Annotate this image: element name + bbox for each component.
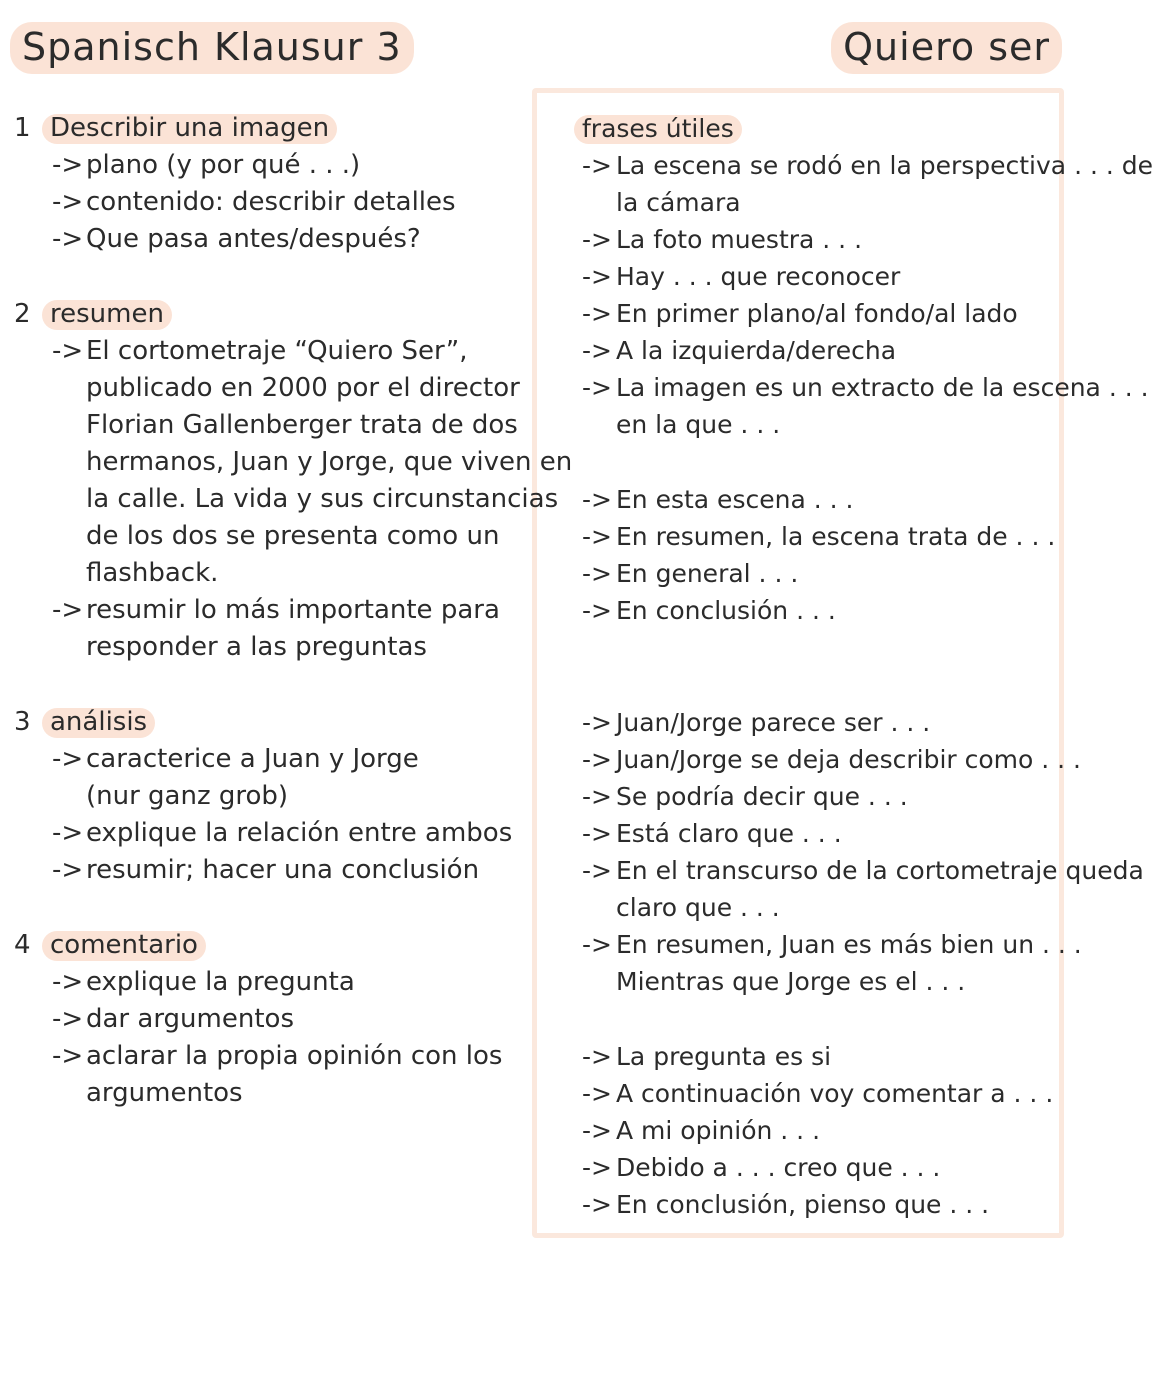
right-column bbox=[540, 0, 1153, 1394]
arrow-icon: -> bbox=[582, 262, 612, 291]
arrow-icon: -> bbox=[582, 299, 612, 328]
arrow-icon: -> bbox=[582, 1042, 612, 1071]
list-item: (nur ganz grob) bbox=[86, 781, 289, 811]
list-item: argumentos bbox=[86, 1078, 243, 1108]
arrow-icon: -> bbox=[52, 818, 84, 848]
phrase-item: A mi opinión . . . bbox=[616, 1116, 821, 1145]
list-item: publicado en 2000 por el director bbox=[86, 373, 520, 403]
phrase-item: En conclusión . . . bbox=[616, 596, 836, 625]
arrow-icon: -> bbox=[52, 150, 84, 180]
arrow-icon: -> bbox=[52, 187, 84, 217]
arrow-icon: -> bbox=[52, 744, 84, 774]
section-number: 4 bbox=[14, 930, 31, 960]
list-item: explique la relación entre ambos bbox=[86, 818, 513, 848]
list-item: Florian Gallenberger trata de dos bbox=[86, 410, 518, 440]
phrase-item: En resumen, Juan es más bien un . . . bbox=[616, 930, 1082, 959]
section-heading: resumen bbox=[42, 296, 172, 333]
phrase-item: A continuación voy comentar a . . . bbox=[616, 1079, 1054, 1108]
arrow-icon: -> bbox=[582, 1153, 612, 1182]
phrases-heading: frases útiles bbox=[574, 110, 742, 147]
list-item: dar argumentos bbox=[86, 1004, 294, 1034]
arrow-icon: -> bbox=[582, 745, 612, 774]
phrase-item: La pregunta es si bbox=[616, 1042, 832, 1071]
phrase-item: Hay . . . que reconocer bbox=[616, 262, 901, 291]
arrow-icon: -> bbox=[52, 1041, 84, 1071]
arrow-icon: -> bbox=[582, 559, 612, 588]
section-heading: Describir una imagen bbox=[42, 110, 337, 147]
section-heading: comentario bbox=[42, 927, 206, 964]
phrase-item: La imagen es un extracto de la escena . . . bbox=[616, 373, 1149, 402]
phrase-item: Juan/Jorge parece ser . . . bbox=[616, 708, 931, 737]
phrase-item: la cámara bbox=[616, 188, 741, 217]
arrow-icon: -> bbox=[582, 708, 612, 737]
phrase-item: A la izquierda/derecha bbox=[616, 336, 897, 365]
phrase-item: En general . . . bbox=[616, 559, 799, 588]
list-item: responder a las preguntas bbox=[86, 632, 427, 662]
arrow-icon: -> bbox=[52, 224, 84, 254]
list-item: explique la pregunta bbox=[86, 967, 355, 997]
phrase-item: Se podría decir que . . . bbox=[616, 782, 908, 811]
arrow-icon: -> bbox=[582, 1116, 612, 1145]
list-item: contenido: describir detalles bbox=[86, 187, 456, 217]
arrow-icon: -> bbox=[582, 1079, 612, 1108]
list-item: Que pasa antes/después? bbox=[86, 224, 421, 254]
phrase-item: En esta escena . . . bbox=[616, 485, 854, 514]
arrow-icon: -> bbox=[582, 856, 612, 885]
phrase-item: Está claro que . . . bbox=[616, 819, 842, 848]
page-subtitle: Quiero ser bbox=[831, 22, 1062, 74]
arrow-icon: -> bbox=[582, 151, 612, 180]
arrow-icon: -> bbox=[52, 855, 84, 885]
list-item: flashback. bbox=[86, 558, 219, 588]
arrow-icon: -> bbox=[582, 336, 612, 365]
arrow-icon: -> bbox=[582, 225, 612, 254]
section-number: 3 bbox=[14, 707, 31, 737]
arrow-icon: -> bbox=[582, 596, 612, 625]
list-item: de los dos se presenta como un bbox=[86, 521, 500, 551]
list-item: resumir; hacer una conclusión bbox=[86, 855, 480, 885]
phrase-item: Debido a . . . creo que . . . bbox=[616, 1153, 941, 1182]
list-item: la calle. La vida y sus circunstancias bbox=[86, 484, 559, 514]
phrase-item: Mientras que Jorge es el . . . bbox=[616, 967, 966, 996]
page-title: Spanisch Klausur 3 bbox=[10, 22, 414, 74]
arrow-icon: -> bbox=[582, 1190, 612, 1219]
section-number: 2 bbox=[14, 299, 31, 329]
list-item: aclarar la propia opinión con los bbox=[86, 1041, 503, 1071]
phrase-item: En primer plano/al fondo/al lado bbox=[616, 299, 1018, 328]
arrow-icon: -> bbox=[582, 522, 612, 551]
section-number: 1 bbox=[14, 113, 31, 143]
phrase-item: La escena se rodó en la perspectiva . . . de bbox=[616, 151, 1153, 180]
arrow-icon: -> bbox=[582, 373, 612, 402]
list-item: plano (y por qué . . .) bbox=[86, 150, 361, 180]
phrase-item: claro que . . . bbox=[616, 893, 780, 922]
left-column bbox=[0, 0, 573, 1394]
phrase-item: En resumen, la escena trata de . . . bbox=[616, 522, 1056, 551]
list-item: hermanos, Juan y Jorge, que viven en bbox=[86, 447, 573, 477]
phrase-item: En conclusión, pienso que . . . bbox=[616, 1190, 990, 1219]
arrow-icon: -> bbox=[52, 595, 84, 625]
arrow-icon: -> bbox=[52, 1004, 84, 1034]
list-item: El cortometraje “Quiero Ser”, bbox=[86, 336, 468, 366]
arrow-icon: -> bbox=[582, 782, 612, 811]
phrase-item: Juan/Jorge se deja describir como . . . bbox=[616, 745, 1081, 774]
arrow-icon: -> bbox=[582, 930, 612, 959]
phrase-item: La foto muestra . . . bbox=[616, 225, 863, 254]
arrow-icon: -> bbox=[582, 485, 612, 514]
section-heading: análisis bbox=[42, 704, 155, 741]
arrow-icon: -> bbox=[582, 819, 612, 848]
list-item: caracterice a Juan y Jorge bbox=[86, 744, 419, 774]
arrow-icon: -> bbox=[52, 336, 84, 366]
list-item: resumir lo más importante para bbox=[86, 595, 500, 625]
arrow-icon: -> bbox=[52, 967, 84, 997]
phrase-item: En el transcurso de la cortometraje queda bbox=[616, 856, 1144, 885]
phrase-item: en la que . . . bbox=[616, 410, 781, 439]
